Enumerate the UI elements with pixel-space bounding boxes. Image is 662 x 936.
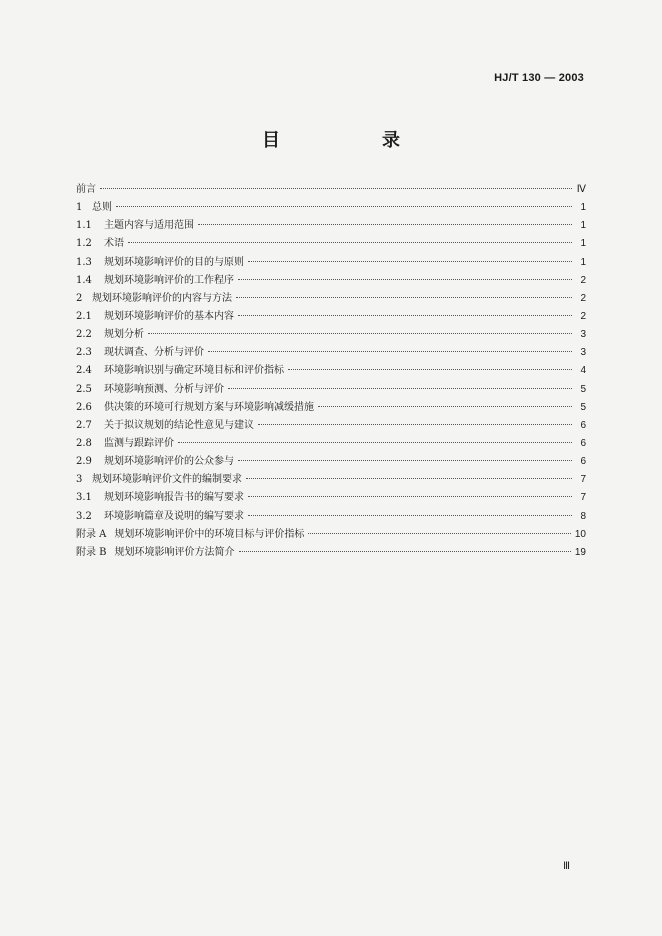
toc-entry-page: 2 <box>580 274 586 286</box>
dot-leader <box>258 424 572 425</box>
toc-entry-page: 1 <box>580 220 586 232</box>
toc-entry-label: 规划环境影响评价文件的编制要求 <box>92 474 242 486</box>
toc-entry-label: 供决策的环境可行规划方案与环境影响减缓措施 <box>104 401 314 413</box>
toc-entry-label: 前言 <box>76 184 96 195</box>
toc-entry-number: 附录 A <box>76 528 107 540</box>
toc-entry-page: 8 <box>580 510 586 522</box>
toc-entry-number: 附录 B <box>76 546 107 558</box>
toc-entry-number: 2.7 <box>76 419 92 431</box>
toc-entry-page: Ⅳ <box>576 184 586 195</box>
toc-entry-label: 规划环境影响报告书的编写要求 <box>104 492 244 504</box>
dot-leader <box>208 351 572 352</box>
toc-entry-page: 1 <box>580 238 586 250</box>
toc-entry <box>76 362 586 380</box>
toc-entry <box>76 508 586 526</box>
dot-leader <box>198 224 572 225</box>
toc-entry-page: 7 <box>580 474 586 486</box>
dot-leader <box>248 515 572 516</box>
toc-entry-label: 规划环境影响评价的内容与方法 <box>92 292 232 304</box>
toc-entry <box>76 199 586 217</box>
dot-leader <box>308 533 570 534</box>
toc-entry-page: 2 <box>580 310 586 322</box>
toc-entry-page: 4 <box>580 365 586 377</box>
toc-entry <box>76 272 586 290</box>
toc-entry-number: 2.2 <box>76 329 92 341</box>
toc-entry-label: 规划环境影响评价中的环境目标与评价指标 <box>114 528 305 540</box>
toc-entry-number: 3 <box>76 474 83 486</box>
dot-leader <box>246 478 572 479</box>
toc-entry-page: 6 <box>580 419 586 431</box>
toc-entry <box>76 326 586 344</box>
toc-entry-label: 环境影响识别与确定环境目标和评价指标 <box>104 365 284 377</box>
toc-entry-page: 10 <box>574 528 586 540</box>
toc-entry-number: 1.1 <box>76 220 92 232</box>
toc-entry-number: 2.3 <box>76 347 92 359</box>
toc-entry-number: 1.4 <box>76 274 92 286</box>
toc-entry-page: 6 <box>580 437 586 449</box>
toc-entry-page: 5 <box>580 383 586 395</box>
toc-entry <box>76 544 586 562</box>
toc-entry-number: 1.2 <box>76 238 92 250</box>
dot-leader <box>248 496 572 497</box>
toc-entry-label: 规划分析 <box>104 329 144 341</box>
toc-entry-number: 1 <box>76 202 83 214</box>
toc-entry-number: 2.4 <box>76 365 92 377</box>
toc-entry <box>76 181 586 199</box>
toc-entry-page: 7 <box>580 492 586 504</box>
toc-entry-label: 规划环境影响评价的工作程序 <box>104 274 234 286</box>
toc-entry-page: 3 <box>580 329 586 341</box>
dot-leader <box>238 460 572 461</box>
toc-entry-number: 3.1 <box>76 492 92 504</box>
toc-entry <box>76 489 586 507</box>
toc-entry-label: 总则 <box>92 202 112 214</box>
toc-entry-label: 关于拟议规划的结论性意见与建议 <box>104 419 254 431</box>
toc-entry-label: 术语 <box>104 238 124 250</box>
toc-entry <box>76 344 586 362</box>
toc-title: 目 录 <box>262 130 442 151</box>
dot-leader <box>116 206 572 207</box>
dot-leader <box>288 369 572 370</box>
toc-entry-label: 监测与跟踪评价 <box>104 437 174 449</box>
toc-entry <box>76 290 586 308</box>
toc-entry-page: 1 <box>580 256 586 268</box>
toc-entry <box>76 381 586 399</box>
toc-entry <box>76 217 586 235</box>
dot-leader <box>128 242 572 243</box>
toc-entry-label: 现状调查、分析与评价 <box>104 347 204 359</box>
dot-leader <box>228 388 572 389</box>
toc-entry-number: 2.1 <box>76 310 92 322</box>
dot-leader <box>238 315 572 316</box>
toc-entry <box>76 435 586 453</box>
dot-leader <box>248 261 572 262</box>
dot-leader <box>236 297 572 298</box>
page-folio: Ⅲ <box>563 861 570 872</box>
toc-entry-number: 1.3 <box>76 256 92 268</box>
toc-list <box>76 181 586 562</box>
toc-entry-label: 环境影响篇章及说明的编写要求 <box>104 510 244 522</box>
toc-entry-number: 3.2 <box>76 510 92 522</box>
toc-entry-label: 规划环境影响评价的基本内容 <box>104 310 234 322</box>
toc-entry-label: 主题内容与适用范围 <box>104 220 194 232</box>
dot-leader <box>318 406 572 407</box>
toc-entry-page: 2 <box>580 292 586 304</box>
toc-entry-label: 环境影响预测、分析与评价 <box>104 383 224 395</box>
toc-entry-label: 规划环境影响评价的目的与原则 <box>104 256 244 268</box>
dot-leader <box>239 551 571 552</box>
toc-entry <box>76 453 586 471</box>
dot-leader <box>148 333 572 334</box>
toc-entry-page: 3 <box>580 347 586 359</box>
toc-entry <box>76 471 586 489</box>
toc-entry <box>76 235 586 253</box>
dot-leader <box>238 279 572 280</box>
toc-entry-number: 2.9 <box>76 456 92 468</box>
toc-entry <box>76 526 586 544</box>
toc-entry-number: 2 <box>76 292 83 304</box>
toc-entry <box>76 417 586 435</box>
toc-entry-number: 2.8 <box>76 437 92 449</box>
toc-entry-page: 19 <box>574 546 586 558</box>
toc-entry-page: 6 <box>580 456 586 468</box>
dot-leader <box>178 442 572 443</box>
standard-code: HJ/T 130 — 2003 <box>494 72 584 84</box>
toc-entry <box>76 308 586 326</box>
toc-entry <box>76 254 586 272</box>
toc-entry <box>76 399 586 417</box>
toc-entry-number: 2.5 <box>76 383 92 395</box>
toc-entry-page: 1 <box>580 202 586 214</box>
toc-entry-label: 规划环境影响评价方法简介 <box>114 546 235 558</box>
dot-leader <box>100 188 572 189</box>
toc-entry-label: 规划环境影响评价的公众参与 <box>104 456 234 468</box>
toc-entry-number: 2.6 <box>76 401 92 413</box>
toc-entry-page: 5 <box>580 401 586 413</box>
